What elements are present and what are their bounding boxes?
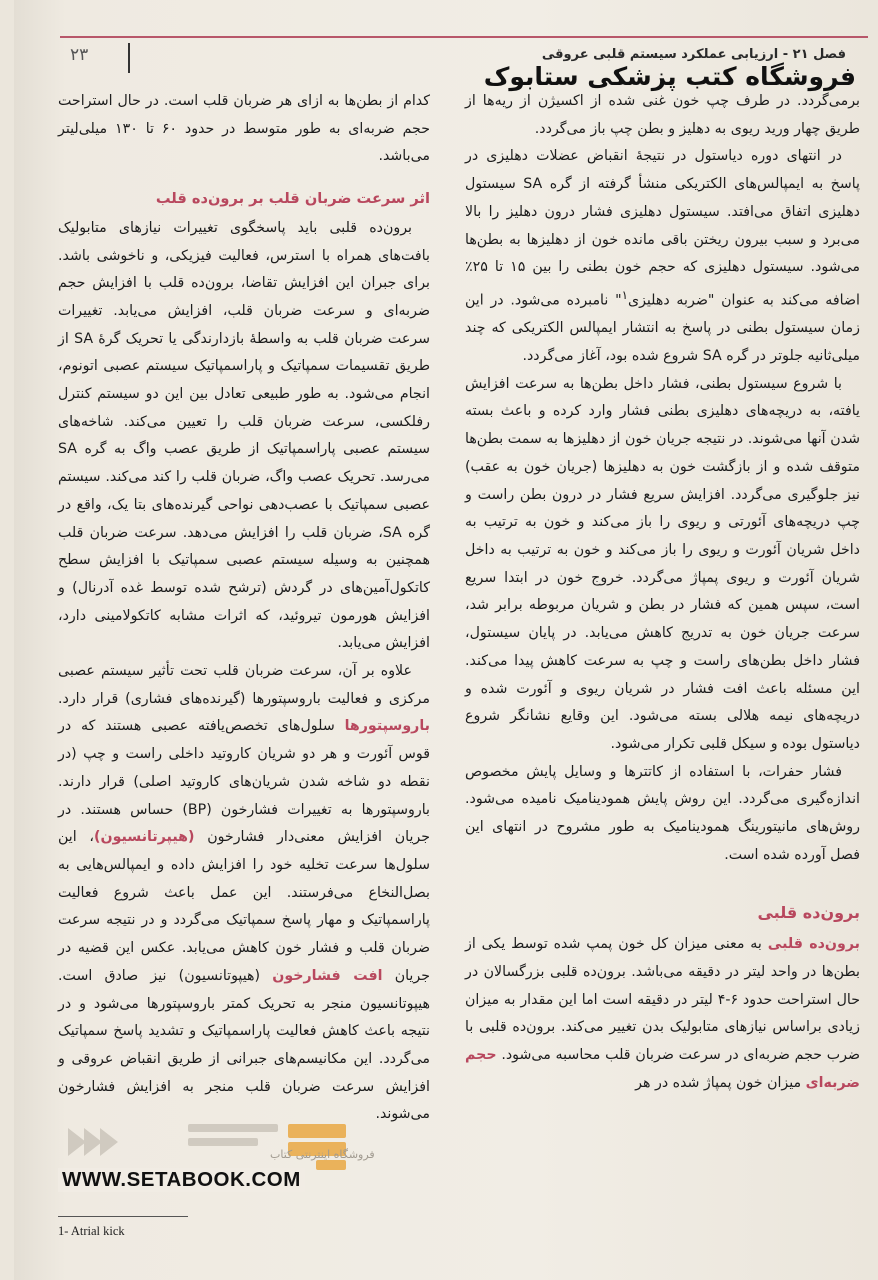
paragraph: علاوه بر آن، سرعت ضربان قلب تحت تأثیر سیستم عصبی مرکزی و فعالیت باروسپتورها (گیرنده‌های فشاری) قرار دارد. باروسپتورها سلول‌های تخصص‌یافته عصبی هستند که در قوس آئورت و هر دو شریان کاروتید داخلی راست و چپ (در نقطه دو شاخه شدن شریان‌های کاروتید اصلی) قرار دارند. باروسپتورها به تغییرات فشارخون (BP) حساس هستند. در جریان افزایش معنی‌دار فشارخون (هیپرتانسیون)، این سلول‌ها سرعت تخلیه خود را افزایش داده و ایمپالس‌هایی به بصل‌النخاع می‌فرستند. این عمل باعث شروع فعالیت پاراسمپاتیک و مهار پاسخ سمپاتیک می‌گردد و در نتیجه سرعت ضربان قلب و فشار خون کاهش می‌یابد. عکس این قضیه در جریان افت فشارخون (هیپوتانسیون) نیز صادق است. هیپوتانسیون منجر به تحریک کمتر باروسپتورها می‌شود و در نتیجه باعث کاهش فعالیت پاراسمپاتیک و تشدید پاسخ سمپاتیک می‌گردد. این مکانیسم‌های جبرانی از طریق انقباض عروقی و افزایش سرعت ضربان قلب منجر به افزایش فشارخون می‌شوند. [58, 663, 431, 1123]
page-number: ۲۳ [70, 45, 89, 65]
key-term: برون‌ده قلبی [767, 936, 860, 953]
paragraph: فشار حفرات، با استفاده از کاتترها و وسایل پایش مخصوص اندازه‌گیری می‌گردد. این روش پایش همودینامیک نامیده می‌شود. روش‌های مانیتورینگ همودینامیک به طور مشروح در انتهای این فصل آورده شده است. [465, 763, 860, 863]
header-divider [128, 43, 130, 73]
chapter-title: فصل ۲۱ - ارزیابی عملکرد سیستم قلبی عروقی [541, 47, 846, 62]
footnote-marker: ۱ [621, 287, 628, 302]
footnote: 1- Atrial kick [58, 1224, 125, 1238]
section-heading: اثر سرعت ضربان قلب بر برون‌ده قلب [155, 190, 430, 208]
key-term: باروسپتورها [344, 718, 430, 735]
key-term: (هیپرتانسیون) [94, 829, 195, 846]
paragraph: برمی‌گردد. در طرف چپ خون غنی شده از اکسیژن از ریه‌ها از طریق چهار ورید ریوی به دهلیز و بطن چپ باز می‌گردد. [465, 93, 860, 137]
section-heading: برون‌ده قلبی [757, 903, 860, 923]
watermark-url: WWW.SETABOOK.COM [58, 1168, 305, 1192]
paragraph: برون‌ده قلبی باید پاسخگوی تغییرات نیازهای متابولیک بافت‌های همراه با استرس، فعالیت فیزیکی، و ناخوشی باشد. برای جبران این افزایش تقاضا، برون‌ده قلب با افزایش حجم ضربه‌ای و سرعت ضربان قلب، افزایش می‌یابد. تغییرات سرعت ضربان قلب به واسطهٔ بازدارندگی یا تحریک گرهٔ SA از طریق تقسیمات سمپاتیک و پاراسمپاتیک سیستم عصبی اتونوم، انجام می‌شود. به طور طبیعی تعادل بین این دو سیستم کنترل رفلکسی، سرعت ضربان قلب را تعیین می‌کند. شاخه‌های سیستم عصبی پاراسمپاتیک از طریق عصب واگ به گره SA می‌رسد. تحریک عصب واگ، ضربان قلب را کند می‌کند. سیستم عصبی سمپاتیک با عصب‌دهی نواحی گیرنده‌های بتا یک، واقع در گره SA، ضربان قلب را افزایش می‌دهد. سرعت ضربان قلب همچنین به وسیله سیستم عصبی سمپاتیک با افزایش سطح کاتکول‌آمین‌های در گردش (ترشح شده توسط غده آدرنال) و افزایش هورمون تیروئید، که اثرات مشابه کاتکولامینی دارد، افزایش می‌یابد. [58, 219, 431, 652]
store-watermark-title: فروشگاه کتب پزشکی ستابوک [483, 62, 856, 91]
paragraph: با شروع سیستول بطنی، فشار داخل بطن‌ها به سرعت افزایش یافته، به دریچه‌های دهلیزی بطنی فشار وارد کرده و باعث بسته شدن آنها می‌شوند. در نتیجه جریان خون از دهلیزها به سمت بطن‌ها متوقف شده و از بازگشت خون به دهلیزها (جریان خون به عقب) نیز جلوگیری می‌گردد. افزایش سریع فشار در درون بطن راست و چپ دریچه‌های آئورتی و ریوی را باز می‌کند و خون به ترتیب به داخل شریان آئورت و ریوی را باز می‌کند و خون به ترتیب به داخل شریان آئورت و ریوی پمپاژ می‌گردد. خروج خون در ابتدا سریع است، سپس همین که فشار در بطن و شریان مربوطه برابر شد، سرعت جریان خون به تدریج کاهش می‌یابد. در پایان سیستول، فشار داخل بطن‌های راست و چپ به سرعت کاهش پیدا می‌کند. این مسئله باعث افت فشار در شریان ریوی و آئورت شده و دریچه‌های نیمه هلالی بسته می‌شود. این وقایع نشانگر شروع دیاستول بوده و سیکل قلبی تکرار می‌شود. [465, 375, 860, 752]
watermark-subtitle: فروشگاه اینترنتی کتاب [270, 1148, 375, 1161]
footnote-rule [58, 1216, 188, 1217]
header-rule [60, 36, 868, 38]
paragraph: کدام از بطن‌ها به ازای هر ضربان قلب است. در حال استراحت حجم ضربه‌ای به طور متوسط در حدود ۶۰ تا ۱۳۰ میلی‌لیتر می‌باشد. [58, 93, 430, 165]
key-term: افت فشارخون [272, 967, 383, 984]
paragraph: برون‌ده قلبی به معنی میزان کل خون پمپ شده توسط یکی از بطن‌ها در واحد لیتر در دقیقه می‌باشد. برون‌ده قلبی بزرگسالان در حال استراحت حدود ۶-۴ لیتر در دقیقه است اما این مقدار به میزان زیادی براساس نیازهای متابولیک بدن تغییر می‌کند. برون‌ده قلبی با ضرب حجم ضربه‌ای در سرعت ضربان قلب محاسبه می‌شود. حجم ضربه‌ای میزان خون پمپاژ شده در هر [465, 936, 860, 1091]
paragraph: در انتهای دوره دیاستول در نتیجهٔ انقباض عضلات دهلیزی در پاسخ به ایمپالس‌های الکتریکی منشأ گرفته از گره SA سیستول دهلیزی اتفاق می‌افتد. سیستول دهلیزی فشار درون دهلیز را بالا می‌برد و سبب بیرون ریختن باقی مانده خون از دهلیزها به بطن‌ها می‌شود. سیستول دهلیزی که حجم خون بطنی را بین ۱۵ تا ۲۵٪ اضافه می‌کند به عنوان "ضربه دهلیزی$^۱$" نامبرده می‌شود. در این زمان سیستول بطنی در پاسخ به انتشار ایمپالس الکتریکی که چند میلی‌ثانیه جلوتر در گره SA شروع شده بود، آغاز می‌گردد. [465, 148, 861, 365]
left-column [58, 88, 430, 1129]
right-column [465, 88, 860, 1097]
key-term: حجم ضربه‌ای [465, 1046, 860, 1091]
